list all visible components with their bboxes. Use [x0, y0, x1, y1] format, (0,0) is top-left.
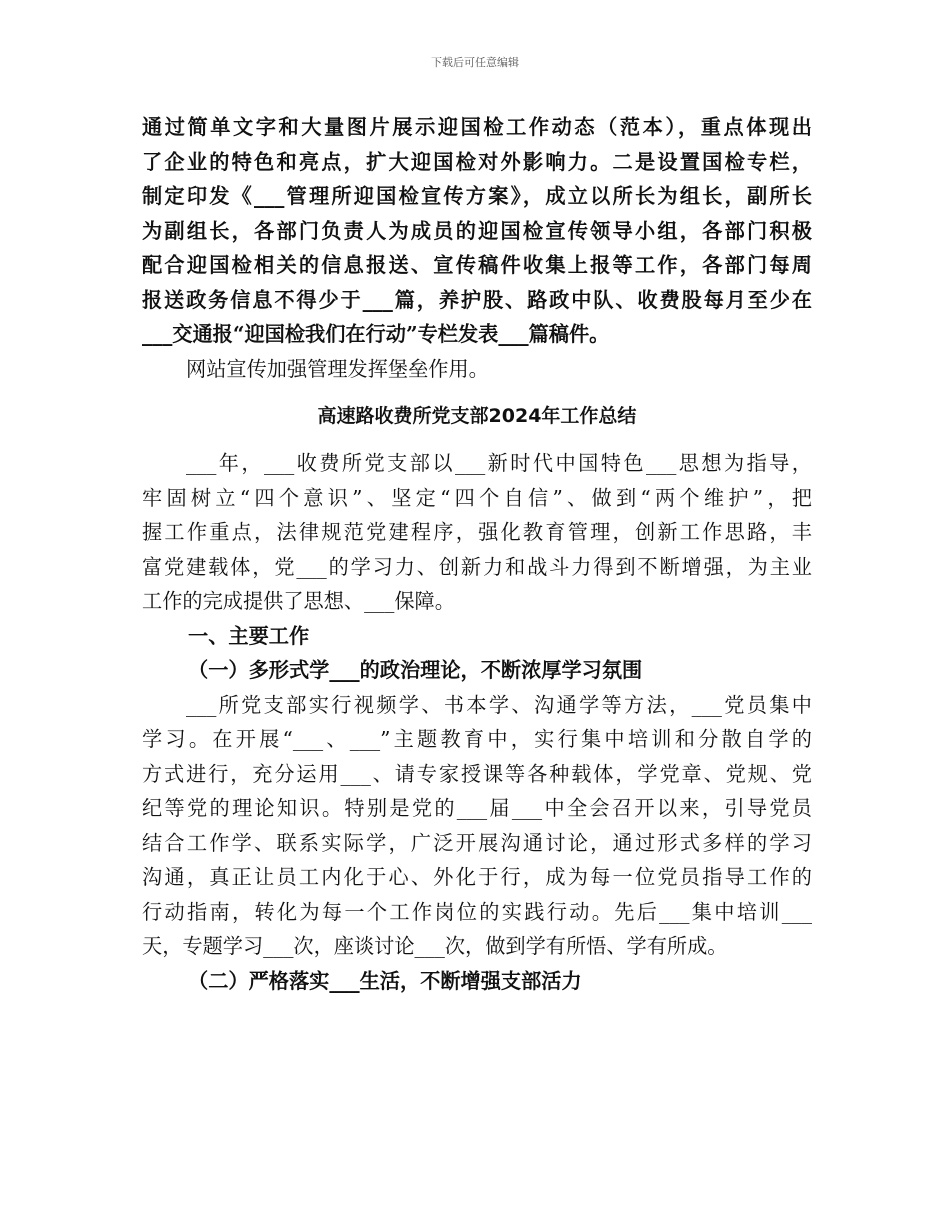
- subsection-paragraph: [142, 688, 812, 964]
- section-heading: 一、主要工作: [188, 623, 310, 648]
- paragraph-line: 为副组长，各部门负责人为成员的迎国检宣传领导小组，各部门积极: [142, 218, 812, 243]
- paragraph-line: 纪等党的理论知识。特别是党的___届___中全会召开以来，引导党员: [142, 796, 812, 820]
- paragraph-line: 富党建载体，党___的学习力、创新力和战斗力得到不断增强，为主业: [142, 554, 812, 579]
- paragraph-line: 握工作重点，法律规范党建程序，强化教育管理，创新工作思路，丰: [142, 520, 812, 544]
- paragraph-line: 牢固树立“四个意识”、坚定“四个自信”、做到“两个维护”，把: [142, 485, 812, 510]
- paragraph-line: 沟通，真正让员工内化于心、外化于行，成为每一位党员指导工作的: [142, 865, 812, 889]
- paragraph-line: 行动指南，转化为每一个工作岗位的实践行动。先后___集中培训___: [142, 899, 812, 924]
- paragraph-line: ___交通报“迎国检我们在行动”专栏发表___篇稿件。: [142, 322, 610, 346]
- paragraph-line: 配合迎国检相关的信息报送、宣传稿件收集上报等工作，各部门每周: [142, 253, 812, 277]
- document-body: [142, 110, 812, 998]
- paragraph-line: 学习。在开展“___、___”主题教育中，实行集中培训和分散自学的: [142, 727, 812, 751]
- subsection-heading: （一）多形式学___的政治理论，不断浓厚学习氛围: [188, 658, 643, 682]
- website-line: 网站宣传加强管理发挥堡垒作用。: [186, 356, 489, 381]
- paragraph-line: 天，专题学习___次，座谈讨论___次，做到学有所悟、学有所成。: [142, 934, 728, 958]
- paragraph-line: 制定印发《___管理所迎国检宣传方案》，成立以所长为组长，副所长: [142, 184, 812, 208]
- summary-paragraph: [142, 446, 812, 619]
- page-header: 下载后可任意编辑: [431, 56, 519, 69]
- paragraph-line: 工作的完成提供了思想、___保障。: [142, 589, 455, 613]
- paragraph-line: ___年，___收费所党支部以___新时代中国特色___思想为指导，: [186, 451, 812, 475]
- subsection-heading: （二）严格落实___生活，不断增强支部活力: [188, 968, 582, 993]
- paragraph-line: 方式进行，充分运用___、请专家授课等各种载体，学党章、党规、党: [142, 761, 812, 786]
- paragraph-line: 通过简单文字和大量图片展示迎国检工作动态（范本），重点体现出: [142, 115, 812, 139]
- paragraph-line: 了企业的特色和亮点，扩大迎国检对外影响力。二是设置国检专栏，: [142, 149, 812, 174]
- paragraph-line: ___所党支部实行视频学、书本学、沟通学等方法，___党员集中: [186, 692, 812, 717]
- document-title: 高速路收费所党支部2024年工作总结: [317, 405, 637, 427]
- paragraph-line: 报送政务信息不得少于___篇，养护股、路政中队、收费股每月至少在: [142, 287, 812, 312]
- intro-paragraph: [142, 110, 812, 352]
- paragraph-line: 结合工作学、联系实际学，广泛开展沟通讨论，通过形式多样的学习: [142, 830, 812, 855]
